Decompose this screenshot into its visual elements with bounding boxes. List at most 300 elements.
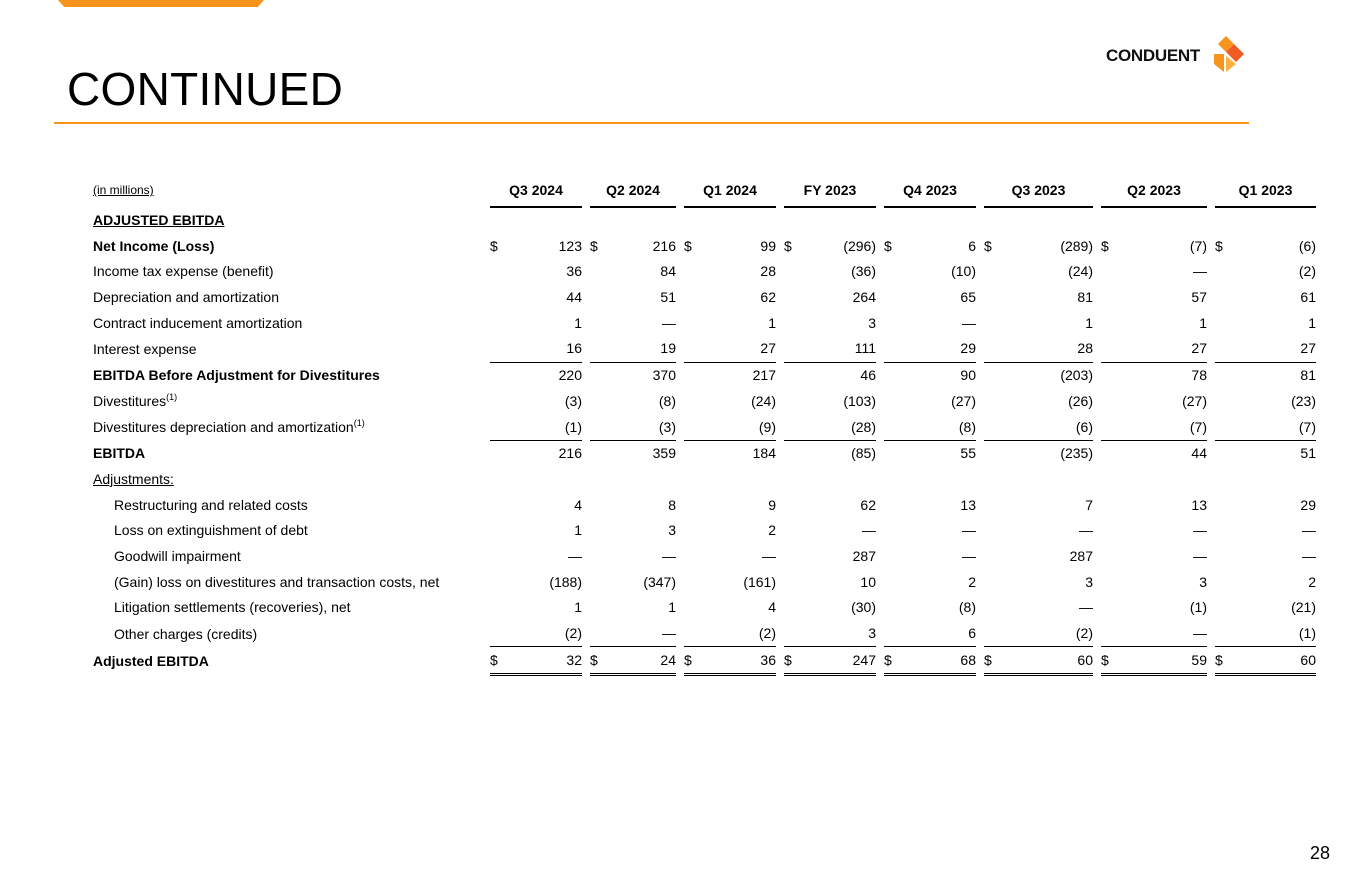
currency-symbol [684, 518, 698, 544]
adjustments-heading: Adjustments: [93, 470, 174, 487]
value-cell: (10) [951, 263, 976, 280]
value-cell: 287 [852, 547, 876, 564]
row-label [93, 336, 482, 363]
value-cell: 247 [798, 647, 876, 676]
currency-symbol [884, 414, 898, 441]
value-cell: 217 [752, 367, 776, 384]
value-cell: (7) [1229, 414, 1316, 441]
value-cell: 123 [558, 237, 582, 254]
value-cell: 4 [574, 496, 582, 513]
units-label: (in millions) [93, 183, 154, 198]
row-label-text: Litigation settlements (recoveries), net [114, 599, 351, 616]
value-cell: 111 [798, 336, 876, 363]
currency-symbol [1101, 595, 1115, 621]
row-label [93, 647, 482, 676]
row-label-text: Restructuring and related costs [114, 496, 308, 513]
currency-symbol [590, 595, 604, 621]
value-cell: — [604, 621, 676, 648]
value-cell: (7) [1189, 237, 1207, 254]
value-cell: (1) [1189, 599, 1207, 616]
row-label-text: (Gain) loss on divestitures and transaction costs, net [114, 573, 440, 590]
value-cell: 216 [652, 237, 676, 254]
value-cell: — [1079, 522, 1093, 539]
value-cell: 27 [698, 336, 776, 363]
currency-symbol [884, 595, 898, 621]
value-cell: 65 [960, 289, 976, 306]
currency-symbol [590, 259, 604, 285]
value-cell: 57 [1191, 289, 1207, 306]
currency-symbol [784, 621, 798, 648]
value-cell: 60 [1229, 647, 1316, 676]
currency-symbol [884, 569, 898, 595]
currency-symbol [884, 492, 898, 518]
value-cell: (26) [1068, 392, 1093, 409]
currency-symbol [590, 518, 604, 544]
table-row [93, 621, 1316, 648]
row-label-text: EBITDA Before Adjustment for Divestitures [93, 367, 380, 384]
currency-symbol [984, 518, 998, 544]
value-cell: 36 [698, 647, 776, 676]
currency-symbol [684, 363, 698, 389]
currency-symbol: $ [784, 237, 792, 254]
currency-symbol [684, 285, 698, 311]
value-cell: 1 [574, 522, 582, 539]
row-label-text: Other charges (credits) [114, 625, 258, 642]
value-cell: 1 [1085, 314, 1093, 331]
value-cell: (9) [698, 414, 776, 441]
title-divider [54, 122, 1249, 124]
table-row [93, 569, 1316, 595]
value-cell: 29 [898, 336, 976, 363]
value-cell: 1 [1308, 314, 1316, 331]
value-cell: — [1115, 621, 1207, 648]
value-cell: 81 [1077, 289, 1093, 306]
currency-symbol [590, 285, 604, 311]
top-accent-bar [58, 0, 264, 7]
currency-symbol [684, 621, 698, 648]
currency-symbol: $ [884, 237, 892, 254]
currency-symbol [1215, 259, 1229, 285]
currency-symbol [490, 414, 504, 441]
value-cell: 27 [1229, 336, 1316, 363]
table-row [93, 414, 1316, 441]
row-label-text: Income tax expense (benefit) [93, 263, 274, 280]
row-label [93, 544, 482, 570]
currency-symbol [684, 492, 698, 518]
currency-symbol [1101, 259, 1115, 285]
value-cell: (27) [951, 392, 976, 409]
currency-symbol [984, 285, 998, 311]
currency-symbol [490, 621, 504, 648]
currency-symbol [590, 389, 604, 415]
value-cell: 24 [604, 647, 676, 676]
row-label [93, 569, 482, 595]
value-cell: 359 [652, 445, 676, 462]
row-label [93, 259, 482, 285]
row-label [93, 492, 482, 518]
currency-symbol [784, 310, 798, 336]
value-cell: — [962, 314, 976, 331]
value-cell: (296) [843, 237, 876, 254]
currency-symbol [590, 363, 604, 389]
value-cell: 370 [652, 367, 676, 384]
currency-symbol [684, 389, 698, 415]
value-cell: 4 [768, 599, 776, 616]
value-cell: 51 [1300, 445, 1316, 462]
value-cell: (8) [658, 392, 676, 409]
value-cell: (235) [1060, 445, 1093, 462]
currency-symbol [784, 492, 798, 518]
currency-symbol [1215, 414, 1229, 441]
value-cell: (1) [1229, 621, 1316, 648]
currency-symbol: $ [490, 237, 498, 254]
row-label-text: Divestitures [93, 392, 167, 409]
value-cell: 216 [558, 445, 582, 462]
currency-symbol [984, 441, 998, 467]
currency-symbol [784, 259, 798, 285]
currency-symbol [1101, 414, 1115, 441]
value-cell: 62 [760, 289, 776, 306]
value-cell: (103) [843, 392, 876, 409]
value-cell: 1 [574, 314, 582, 331]
value-cell: 184 [752, 445, 776, 462]
currency-symbol [684, 441, 698, 467]
currency-symbol [984, 544, 998, 570]
value-cell: 2 [768, 522, 776, 539]
value-cell: 2 [1308, 573, 1316, 590]
currency-symbol [590, 414, 604, 441]
row-label-text: Loss on extinguishment of debt [114, 522, 308, 539]
value-cell: (7) [1115, 414, 1207, 441]
table-row [93, 336, 1316, 363]
currency-symbol: $ [684, 237, 692, 254]
currency-symbol [684, 310, 698, 336]
value-cell: (203) [1060, 367, 1093, 384]
currency-symbol [1101, 492, 1115, 518]
currency-symbol [1215, 544, 1229, 570]
currency-symbol [590, 310, 604, 336]
value-cell: 90 [960, 367, 976, 384]
currency-symbol [784, 414, 798, 441]
row-label [93, 233, 482, 259]
table-row [93, 285, 1316, 311]
footnote-marker: (1) [353, 418, 365, 429]
value-cell: (188) [549, 573, 582, 590]
value-cell: — [1193, 522, 1207, 539]
value-cell: (24) [751, 392, 776, 409]
value-cell: 16 [504, 336, 582, 363]
value-cell: — [1193, 263, 1207, 280]
row-label-text: EBITDA [93, 445, 146, 462]
currency-symbol: $ [1101, 237, 1109, 254]
currency-symbol [590, 336, 604, 363]
currency-symbol [984, 414, 998, 441]
table-row [93, 492, 1316, 518]
currency-symbol [784, 441, 798, 467]
currency-symbol [1215, 285, 1229, 311]
table-row [93, 389, 1316, 415]
value-cell: (161) [743, 573, 776, 590]
currency-symbol [684, 569, 698, 595]
currency-symbol [884, 621, 898, 648]
value-cell: 3 [1085, 573, 1093, 590]
value-cell: — [662, 314, 676, 331]
currency-symbol [784, 518, 798, 544]
value-cell: (6) [1298, 237, 1316, 254]
value-cell: 59 [1115, 647, 1207, 676]
value-cell: — [662, 547, 676, 564]
currency-symbol [490, 544, 504, 570]
currency-symbol [984, 595, 998, 621]
value-cell: 287 [1069, 547, 1093, 564]
currency-symbol [684, 414, 698, 441]
value-cell: (2) [1298, 263, 1316, 280]
value-cell: 1 [1199, 314, 1207, 331]
row-label [93, 441, 482, 467]
value-cell: — [568, 547, 582, 564]
column-header: Q2 2024 [590, 178, 676, 208]
value-cell: 68 [898, 647, 976, 676]
row-label [93, 595, 482, 621]
currency-symbol [1215, 492, 1229, 518]
currency-symbol [984, 569, 998, 595]
row-label [93, 363, 482, 389]
currency-symbol [490, 492, 504, 518]
value-cell: 8 [668, 496, 676, 513]
page-number: 28 [1309, 843, 1330, 863]
currency-symbol [490, 310, 504, 336]
logo-wordmark: CONDUENT [1106, 46, 1200, 65]
column-header: Q3 2023 [984, 178, 1093, 208]
value-cell: — [862, 522, 876, 539]
row-label-text: Divestitures depreciation and amortization [93, 419, 354, 436]
value-cell: 99 [760, 237, 776, 254]
table-row [93, 363, 1316, 389]
currency-symbol [1215, 336, 1229, 363]
row-label [93, 621, 482, 648]
value-cell: 61 [1300, 289, 1316, 306]
value-cell: (36) [851, 263, 876, 280]
currency-symbol [490, 441, 504, 467]
currency-symbol: $ [884, 647, 898, 676]
currency-symbol [490, 569, 504, 595]
value-cell: 13 [1191, 496, 1207, 513]
value-cell: 55 [960, 445, 976, 462]
currency-symbol [1215, 569, 1229, 595]
value-cell: — [1193, 547, 1207, 564]
row-label-text: Contract inducement amortization [93, 314, 303, 331]
value-cell: 29 [1300, 496, 1316, 513]
currency-symbol [590, 441, 604, 467]
value-cell: 3 [1199, 573, 1207, 590]
currency-symbol [490, 595, 504, 621]
currency-symbol: $ [984, 647, 998, 676]
row-label-text: Adjusted EBITDA [93, 653, 209, 670]
value-cell: (2) [698, 621, 776, 648]
currency-symbol [490, 518, 504, 544]
currency-symbol: $ [684, 647, 698, 676]
value-cell: — [962, 522, 976, 539]
currency-symbol [984, 336, 998, 363]
value-cell: 28 [760, 263, 776, 280]
currency-symbol [590, 544, 604, 570]
currency-symbol [884, 363, 898, 389]
value-cell: — [1079, 599, 1093, 616]
value-cell: 44 [1191, 445, 1207, 462]
row-label [93, 389, 482, 415]
currency-symbol [1101, 544, 1115, 570]
value-cell: 46 [860, 367, 876, 384]
value-cell: 220 [558, 367, 582, 384]
value-cell: 28 [998, 336, 1093, 363]
currency-symbol: $ [1101, 647, 1115, 676]
currency-symbol [490, 389, 504, 415]
value-cell: 1 [574, 599, 582, 616]
value-cell: 3 [868, 314, 876, 331]
value-cell: 3 [668, 522, 676, 539]
value-cell: (24) [1068, 263, 1093, 280]
value-cell: (8) [898, 414, 976, 441]
currency-symbol [984, 310, 998, 336]
row-label [93, 285, 482, 311]
value-cell: 60 [998, 647, 1093, 676]
table-header-row [93, 178, 1316, 208]
currency-symbol [984, 389, 998, 415]
currency-symbol [784, 336, 798, 363]
currency-symbol [784, 595, 798, 621]
value-cell: (21) [1291, 599, 1316, 616]
value-cell: 7 [1085, 496, 1093, 513]
table-row [93, 259, 1316, 285]
currency-symbol [490, 336, 504, 363]
currency-symbol [1215, 389, 1229, 415]
value-cell: (85) [851, 445, 876, 462]
currency-symbol [1101, 621, 1115, 648]
value-cell: — [962, 547, 976, 564]
currency-symbol [1101, 336, 1115, 363]
value-cell: 6 [968, 237, 976, 254]
value-cell: 1 [668, 599, 676, 616]
adjusted-ebitda-table [93, 178, 1316, 676]
value-cell: (1) [504, 414, 582, 441]
column-header: Q1 2023 [1215, 178, 1316, 208]
value-cell: — [762, 547, 776, 564]
row-label [93, 518, 482, 544]
value-cell: (3) [604, 414, 676, 441]
currency-symbol [1215, 441, 1229, 467]
value-cell: (27) [1182, 392, 1207, 409]
value-cell: 27 [1115, 336, 1207, 363]
currency-symbol [590, 492, 604, 518]
value-cell: (289) [1060, 237, 1093, 254]
section-heading: ADJUSTED EBITDA [93, 212, 225, 229]
value-cell: (3) [564, 392, 582, 409]
column-header: Q2 2023 [1101, 178, 1207, 208]
value-cell: 9 [768, 496, 776, 513]
currency-symbol [1101, 569, 1115, 595]
value-cell: (2) [504, 621, 582, 648]
value-cell: (2) [998, 621, 1093, 648]
value-cell: 36 [566, 263, 582, 280]
currency-symbol [1215, 518, 1229, 544]
currency-symbol: $ [1215, 237, 1223, 254]
value-cell: 44 [566, 289, 582, 306]
table-row [93, 647, 1316, 676]
currency-symbol [1215, 310, 1229, 336]
value-cell: 81 [1300, 367, 1316, 384]
currency-symbol [884, 518, 898, 544]
logo-mark-icon [1210, 34, 1250, 74]
row-label-text: Depreciation and amortization [93, 289, 279, 306]
row-label-text: Interest expense [93, 340, 197, 357]
currency-symbol [884, 389, 898, 415]
row-label-text: Net Income (Loss) [93, 237, 215, 254]
currency-symbol [784, 285, 798, 311]
currency-symbol [590, 621, 604, 648]
column-header: Q1 2024 [684, 178, 776, 208]
currency-symbol: $ [590, 237, 598, 254]
value-cell: 2 [968, 573, 976, 590]
currency-symbol [590, 569, 604, 595]
currency-symbol [884, 310, 898, 336]
footnote-marker: (1) [166, 391, 178, 402]
currency-symbol [684, 259, 698, 285]
currency-symbol [784, 569, 798, 595]
value-cell: 6 [898, 621, 976, 648]
value-cell: 32 [504, 647, 582, 676]
currency-symbol [984, 621, 998, 648]
column-header: Q3 2024 [490, 178, 582, 208]
currency-symbol [984, 259, 998, 285]
currency-symbol: $ [590, 647, 604, 676]
currency-symbol: $ [784, 647, 798, 676]
currency-symbol [1101, 389, 1115, 415]
currency-symbol [684, 595, 698, 621]
row-label-text: Goodwill impairment [114, 547, 241, 564]
value-cell: 3 [798, 621, 876, 648]
currency-symbol [1101, 518, 1115, 544]
currency-symbol: $ [984, 237, 992, 254]
currency-symbol: $ [1215, 647, 1229, 676]
value-cell: 84 [660, 263, 676, 280]
value-cell: 10 [860, 573, 876, 590]
currency-symbol [884, 544, 898, 570]
currency-symbol [1215, 363, 1229, 389]
row-label [93, 414, 482, 441]
value-cell: — [1302, 547, 1316, 564]
currency-symbol [1101, 285, 1115, 311]
table-row [93, 441, 1316, 467]
currency-symbol [784, 389, 798, 415]
currency-symbol [1215, 621, 1229, 648]
currency-symbol [490, 363, 504, 389]
value-cell: 51 [660, 289, 676, 306]
currency-symbol [1215, 595, 1229, 621]
currency-symbol [884, 441, 898, 467]
value-cell: 264 [852, 289, 876, 306]
currency-symbol [1101, 310, 1115, 336]
value-cell: 1 [768, 314, 776, 331]
currency-symbol [490, 285, 504, 311]
column-header: FY 2023 [784, 178, 876, 208]
currency-symbol: $ [490, 647, 504, 676]
value-cell: (28) [798, 414, 876, 441]
value-cell: 19 [604, 336, 676, 363]
currency-symbol [884, 259, 898, 285]
value-cell: (30) [851, 599, 876, 616]
page-title: CONTINUED [67, 63, 344, 115]
value-cell: (6) [998, 414, 1093, 441]
